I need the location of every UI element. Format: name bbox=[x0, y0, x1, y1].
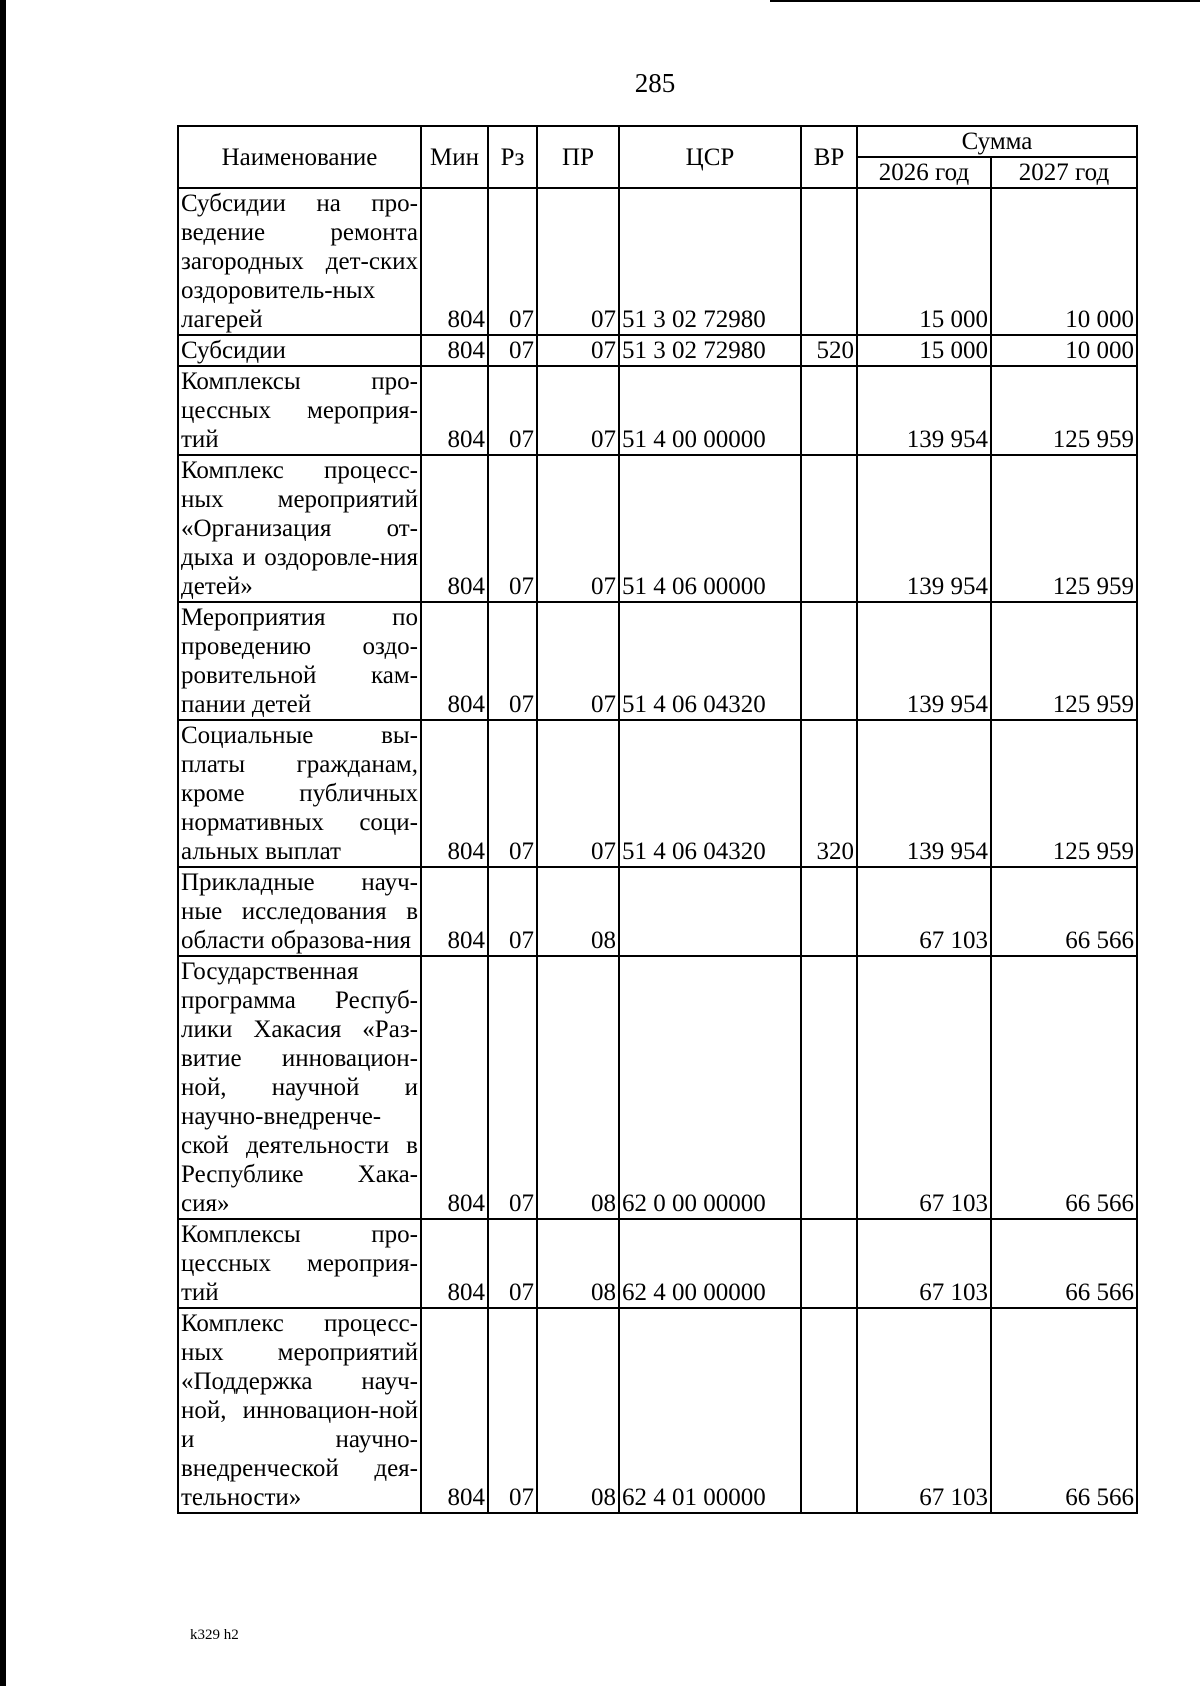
row-sum-2027: 125 959 bbox=[991, 455, 1137, 602]
row-min: 804 bbox=[421, 335, 488, 366]
header-sum: Сумма bbox=[857, 126, 1137, 157]
scan-edge-top bbox=[770, 0, 1200, 2]
table-row bbox=[178, 188, 1137, 335]
row-sum-2026: 67 103 bbox=[857, 867, 991, 956]
row-csr: 51 4 06 04320 bbox=[619, 720, 801, 867]
row-pr: 07 bbox=[537, 335, 619, 366]
table-row bbox=[178, 1219, 1137, 1308]
row-vr bbox=[801, 1308, 857, 1513]
row-min: 804 bbox=[421, 455, 488, 602]
table-header bbox=[178, 126, 1137, 188]
row-sum-2027: 10 000 bbox=[991, 188, 1137, 335]
row-pr: 07 bbox=[537, 188, 619, 335]
budget-table bbox=[177, 125, 1138, 1514]
row-csr: 62 4 01 00000 bbox=[619, 1308, 801, 1513]
page-number: 285 bbox=[634, 68, 676, 98]
row-min: 804 bbox=[421, 188, 488, 335]
header-min: Мин bbox=[421, 126, 488, 188]
row-csr: 62 0 00 00000 bbox=[619, 956, 801, 1219]
table-row bbox=[178, 867, 1137, 956]
row-name: Социальные вы-платы гражданам, кроме публичных нормативных соци-альных выплат bbox=[178, 720, 421, 867]
row-name: Субсидии bbox=[178, 335, 421, 366]
row-name: Государственная программа Респуб-лики Хакасия «Раз-витие инновацион-ной, научной и научно-внедренче-ской деятельности в Республике Хака-сия» bbox=[178, 956, 421, 1219]
row-pr: 07 bbox=[537, 720, 619, 867]
row-name: Комплексы про-цессных мероприя-тий bbox=[178, 1219, 421, 1308]
row-vr bbox=[801, 188, 857, 335]
header-year-2026: 2026 год bbox=[857, 157, 991, 188]
row-rz: 07 bbox=[488, 867, 537, 956]
table-row bbox=[178, 335, 1137, 366]
row-sum-2027: 10 000 bbox=[991, 335, 1137, 366]
row-min: 804 bbox=[421, 867, 488, 956]
row-sum-2027: 66 566 bbox=[991, 1219, 1137, 1308]
row-name: Субсидии на про-ведение ремонта загородных дет-ских оздоровитель-ных лагерей bbox=[178, 188, 421, 335]
row-pr: 08 bbox=[537, 1308, 619, 1513]
row-sum-2026: 15 000 bbox=[857, 335, 991, 366]
row-csr: 51 4 06 00000 bbox=[619, 455, 801, 602]
row-min: 804 bbox=[421, 1219, 488, 1308]
header-pr: ПР bbox=[537, 126, 619, 188]
row-rz: 07 bbox=[488, 455, 537, 602]
row-rz: 07 bbox=[488, 602, 537, 720]
row-vr: 320 bbox=[801, 720, 857, 867]
row-vr bbox=[801, 455, 857, 602]
header-name: Наименование bbox=[178, 126, 421, 188]
row-sum-2026: 15 000 bbox=[857, 188, 991, 335]
row-sum-2026: 67 103 bbox=[857, 956, 991, 1219]
row-pr: 07 bbox=[537, 455, 619, 602]
row-sum-2026: 67 103 bbox=[857, 1219, 991, 1308]
row-rz: 07 bbox=[488, 1308, 537, 1513]
table-row bbox=[178, 956, 1137, 1219]
row-rz: 07 bbox=[488, 956, 537, 1219]
row-sum-2027: 66 566 bbox=[991, 867, 1137, 956]
header-csr: ЦСР bbox=[619, 126, 801, 188]
row-vr bbox=[801, 602, 857, 720]
table-body bbox=[178, 188, 1137, 1513]
row-csr: 62 4 00 00000 bbox=[619, 1219, 801, 1308]
footer-code: k329 h2 bbox=[190, 1627, 239, 1643]
row-sum-2027: 66 566 bbox=[991, 956, 1137, 1219]
row-rz: 07 bbox=[488, 366, 537, 455]
row-rz: 07 bbox=[488, 335, 537, 366]
row-rz: 07 bbox=[488, 720, 537, 867]
header-rz: Рз bbox=[488, 126, 537, 188]
row-csr: 51 4 06 04320 bbox=[619, 602, 801, 720]
header-year-2027: 2027 год bbox=[991, 157, 1137, 188]
table-row bbox=[178, 720, 1137, 867]
row-sum-2026: 139 954 bbox=[857, 720, 991, 867]
row-name: Комплексы про-цессных мероприя-тий bbox=[178, 366, 421, 455]
row-pr: 08 bbox=[537, 956, 619, 1219]
row-csr: 51 3 02 72980 bbox=[619, 188, 801, 335]
row-csr: 51 3 02 72980 bbox=[619, 335, 801, 366]
row-vr: 520 bbox=[801, 335, 857, 366]
table-row bbox=[178, 602, 1137, 720]
scan-edge-left bbox=[0, 0, 6, 1686]
row-pr: 07 bbox=[537, 602, 619, 720]
row-sum-2026: 67 103 bbox=[857, 1308, 991, 1513]
row-min: 804 bbox=[421, 602, 488, 720]
row-sum-2027: 125 959 bbox=[991, 366, 1137, 455]
row-name: Прикладные науч-ные исследования в области образова-ния bbox=[178, 867, 421, 956]
row-vr bbox=[801, 867, 857, 956]
table-row bbox=[178, 1308, 1137, 1513]
table-row bbox=[178, 366, 1137, 455]
row-vr bbox=[801, 366, 857, 455]
row-vr bbox=[801, 1219, 857, 1308]
row-sum-2026: 139 954 bbox=[857, 602, 991, 720]
row-sum-2026: 139 954 bbox=[857, 366, 991, 455]
row-min: 804 bbox=[421, 956, 488, 1219]
row-sum-2027: 66 566 bbox=[991, 1308, 1137, 1513]
row-csr bbox=[619, 867, 801, 956]
row-csr: 51 4 00 00000 bbox=[619, 366, 801, 455]
row-min: 804 bbox=[421, 720, 488, 867]
row-vr bbox=[801, 956, 857, 1219]
row-min: 804 bbox=[421, 366, 488, 455]
row-sum-2026: 139 954 bbox=[857, 455, 991, 602]
row-name: Мероприятия по проведению оздо-ровительной кам-пании детей bbox=[178, 602, 421, 720]
row-sum-2027: 125 959 bbox=[991, 720, 1137, 867]
row-pr: 07 bbox=[537, 366, 619, 455]
row-pr: 08 bbox=[537, 867, 619, 956]
row-min: 804 bbox=[421, 1308, 488, 1513]
row-name: Комплекс процесс-ных мероприятий «Организация от-дыха и оздоровле-ния детей» bbox=[178, 455, 421, 602]
row-rz: 07 bbox=[488, 1219, 537, 1308]
row-rz: 07 bbox=[488, 188, 537, 335]
row-name: Комплекс процесс-ных мероприятий «Поддержка науч-ной, инновацион-ной и научно-внедренческой дея-тельности» bbox=[178, 1308, 421, 1513]
row-pr: 08 bbox=[537, 1219, 619, 1308]
table-row bbox=[178, 455, 1137, 602]
header-vr: ВР bbox=[801, 126, 857, 188]
row-sum-2027: 125 959 bbox=[991, 602, 1137, 720]
